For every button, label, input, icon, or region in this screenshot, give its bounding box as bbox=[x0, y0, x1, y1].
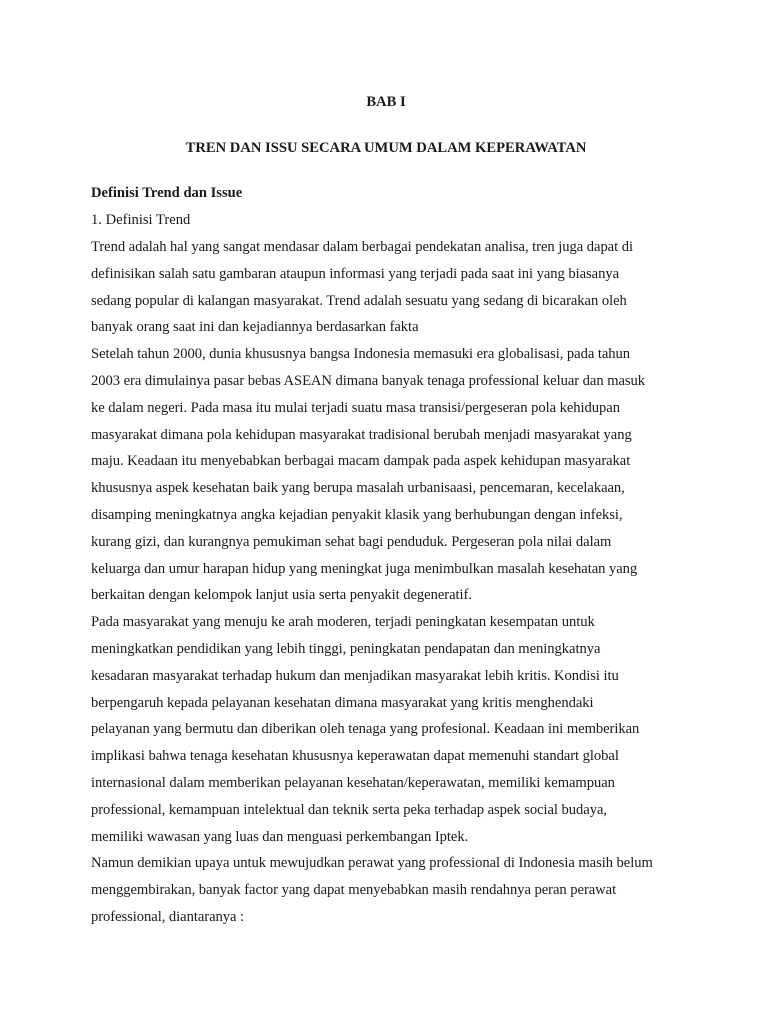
text-line: berkaitan dengan kelompok lanjut usia serta penyakit degeneratif. bbox=[91, 587, 472, 604]
text-line: 2003 era dimulainya pasar bebas ASEAN dimana banyak tenaga professional keluar dan masuk bbox=[91, 372, 646, 389]
text-line: professional, diantaranya : bbox=[91, 908, 245, 925]
paragraph-3 bbox=[91, 609, 681, 850]
text-line: definisikan salah satu gambaran ataupun informasi yang terjadi pada saat ini yang biasanya bbox=[91, 265, 619, 282]
text-line: sedang popular di kalangan masyarakat. Trend adalah sesuatu yang sedang di bicarakan oleh bbox=[91, 292, 627, 309]
chapter-title: TREN DAN ISSU SECARA UMUM DALAM KEPERAWATAN bbox=[185, 140, 587, 156]
subheading: 1. Definisi Trend bbox=[91, 212, 191, 228]
paragraph-2 bbox=[91, 341, 681, 609]
text-line: memiliki wawasan yang luas dan menguasi perkembangan Iptek. bbox=[91, 828, 469, 845]
text-line: meningkatkan pendidikan yang lebih tinggi, peningkatan pendapatan dan meningkatnya bbox=[91, 640, 601, 657]
chapter-label: BAB I bbox=[366, 94, 406, 110]
text-line: disamping meningkatnya angka kejadian penyakit klasik yang berhubungan dengan infeksi, bbox=[91, 506, 623, 523]
section-heading: Definisi Trend dan Issue bbox=[91, 185, 243, 201]
document-content bbox=[91, 91, 681, 931]
text-line: maju. Keadaan itu menyebabkan berbagai macam dampak pada aspek kehidupan masyarakat bbox=[91, 453, 631, 470]
text-line: pelayanan yang bermutu dan diberikan oleh tenaga yang profesional. Keadaan ini memberikan bbox=[91, 721, 640, 738]
text-line: professional, kemampuan intelektual dan teknik serta peka terhadap aspek social budaya, bbox=[91, 801, 607, 818]
paragraph-4 bbox=[91, 850, 681, 930]
text-line: masyarakat dimana pola kehidupan masyarakat tradisional berubah menjadi masyarakat yang bbox=[91, 426, 632, 443]
text-line: Pada masyarakat yang menuju ke arah moderen, terjadi peningkatan kesempatan untuk bbox=[91, 614, 595, 631]
text-line: internasional dalam memberikan pelayanan kesehatan/keperawatan, memiliki kemampuan bbox=[91, 774, 615, 791]
text-line: menggembirakan, banyak factor yang dapat menyebabkan masih rendahnya peran perawat bbox=[91, 882, 617, 899]
text-line: kesadaran masyarakat terhadap hukum dan menjadikan masyarakat lebih kritis. Kondisi itu bbox=[91, 667, 619, 684]
text-line: Setelah tahun 2000, dunia khususnya bangsa Indonesia memasuki era globalisasi, pada tahun bbox=[91, 346, 631, 363]
text-line: kurang gizi, dan kurangnya pemukiman sehat bagi penduduk. Pergeseran pola nilai dalam bbox=[91, 533, 612, 550]
text-line: khususnya aspek kesehatan baik yang berupa masalah urbanisaasi, pencemaran, kecelakaan, bbox=[91, 480, 625, 497]
text-line: banyak orang saat ini dan kejadiannya berdasarkan fakta bbox=[91, 319, 419, 336]
paragraph-1 bbox=[91, 234, 681, 341]
text-line: Namun demikian upaya untuk mewujudkan perawat yang professional di Indonesia masih belum bbox=[91, 855, 653, 872]
text-line: Trend adalah hal yang sangat mendasar dalam berbagai pendekatan analisa, tren juga dapat di bbox=[91, 239, 633, 255]
text-line: ke dalam negeri. Pada masa itu mulai terjadi suatu masa transisi/pergeseran pola kehidupan bbox=[91, 399, 620, 416]
text-line: berpengaruh kepada pelayanan kesehatan dimana masyarakat yang kritis menghendaki bbox=[91, 694, 594, 711]
text-line: keluarga dan umur harapan hidup yang meningkat juga menimbulkan masalah kesehatan yang bbox=[91, 560, 638, 577]
text-line: implikasi bahwa tenaga kesehatan khususnya keperawatan dapat memenuhi standart global bbox=[91, 748, 619, 765]
